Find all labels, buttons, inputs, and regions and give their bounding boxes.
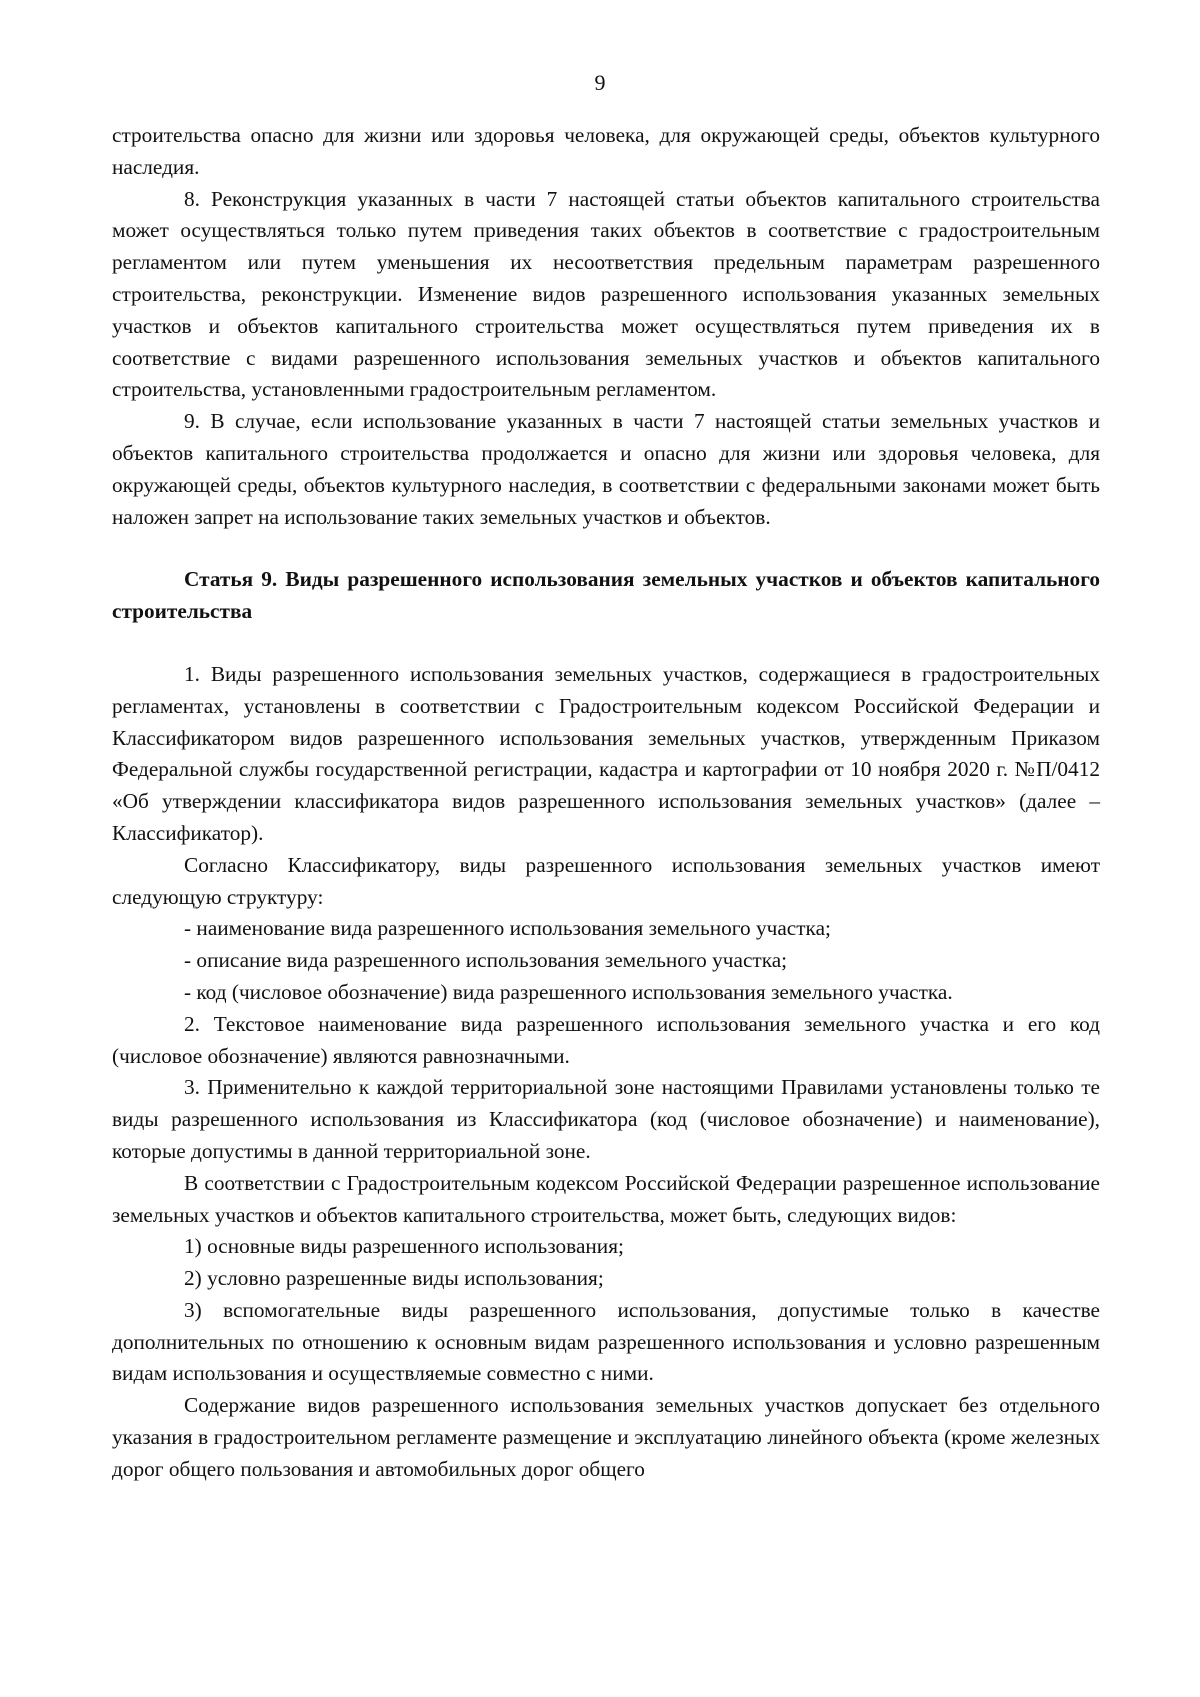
paragraph-item-9: 9. В случае, если использование указанных в части 7 настоящей статьи земельных участков и объектов капитального строительства продолжается и опасно для жизни или здоровья человека, для окружающей среды, объектов культурного наследия, в соответствии с федеральными законами может быть наложен запрет на использование таких земельных участков и объектов. — [112, 409, 1100, 529]
article-heading: Статья 9. Виды разрешенного использования земельных участков и объектов капитального строительства — [112, 567, 1100, 624]
list-item: - код (числовое обозначение) вида разрешенного использования земельного участка. — [184, 979, 953, 1004]
paragraph-article-item-2: 2. Текстовое наименование вида разрешенного использования земельного участка и его код (числовое обозначение) являются равнозначными. — [112, 1011, 1100, 1068]
paragraph-classifier-structure: Согласно Классификатору, виды разрешенного использования земельных участков имеют следующую структуру: — [112, 852, 1100, 909]
list-item: 1) основные виды разрешенного использования; — [184, 1234, 624, 1259]
paragraph-continuation: строительства опасно для жизни или здоровья человека, для окружающей среды, объектов культурного наследия. — [112, 123, 1100, 179]
paragraph-item-8: 8. Реконструкция указанных в части 7 настоящей статьи объектов капитального строительства может осуществляться только путем приведения таких объектов в соответствие с градостроительным регламентом или путем уменьшения их несоответствия предельным параметрам разрешенного строительства, реконструкции. Изменение видов разрешенного использования указанных земельных участков и объектов капитального строительства может осуществляться путем приведения их в соответствие с видами разрешенного использования земельных участков и объектов капитального строительства, установленными градостроительным регламентом. — [112, 186, 1100, 402]
list-item: - описание вида разрешенного использования земельного участка; — [184, 948, 788, 973]
document-body — [112, 120, 1100, 1486]
list-item: - наименование вида разрешенного использования земельного участка; — [184, 916, 831, 941]
list-item: 2) условно разрешенные виды использования; — [184, 1266, 604, 1291]
page-number: 9 — [594, 70, 606, 95]
paragraph-linear-objects: Содержание видов разрешенного использования земельных участков допускает без отдельного указания в градостроительном регламенте размещение и эксплуатацию линейного объекта (кроме железных дорог общего пользования и автомобильных дорог общего — [112, 1393, 1100, 1481]
paragraph-use-kinds: В соответствии с Градостроительным кодексом Российской Федерации разрешенное использование земельных участков и объектов капитального строительства, может быть, следующих видов: — [112, 1170, 1100, 1227]
list-item: 3) вспомогательные виды разрешенного использования, допустимые только в качестве дополнительных по отношению к основным видам разрешенного использования и условно разрешенным видам использования и осуществляемые совместно с ними. — [112, 1297, 1100, 1386]
paragraph-article-item-3: 3. Применительно к каждой территориальной зоне настоящими Правилами установлены только те виды разрешенного использования из Классификатора (код (числовое обозначение) и наименование), которые допустимы в данной территориальной зоне. — [112, 1075, 1100, 1163]
paragraph-article-item-1: 1. Виды разрешенного использования земельных участков, содержащиеся в градостроительных регламентах, установлены в соответствии с Градостроительным кодексом Российской Федерации и Классификатором видов разрешенного использования земельных участков, утвержденным Приказом Федеральной службы государственной регистрации, кадастра и картографии от 10 ноября 2020 г. №П/0412 «Об утверждении классификатора видов разрешенного использования земельных участков» (далее – Классификатор). — [112, 661, 1100, 845]
